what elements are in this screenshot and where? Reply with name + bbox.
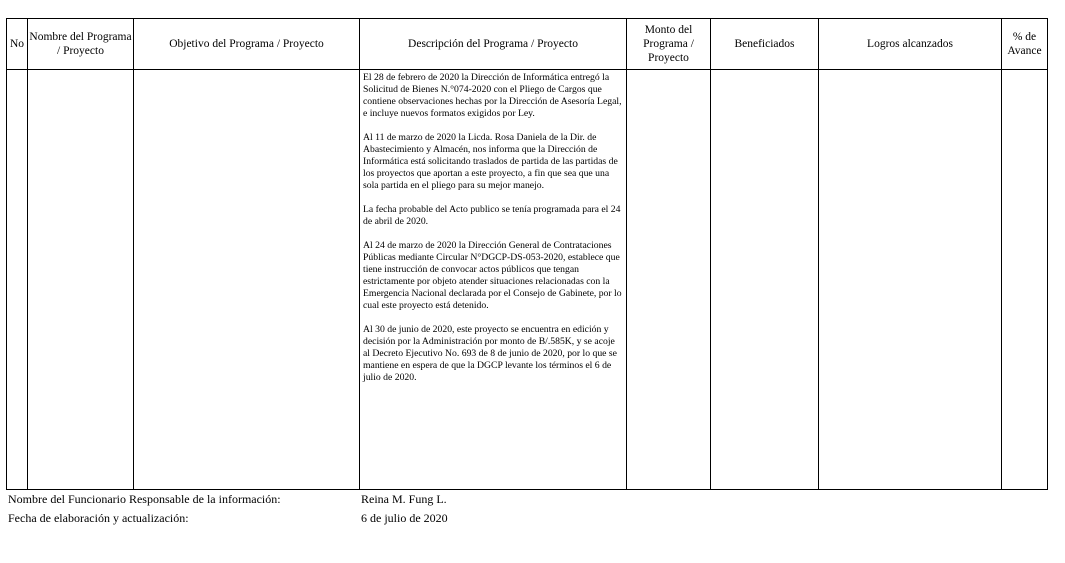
cell-descripcion [360,70,627,490]
cell-beneficiados [711,70,819,490]
responsable-label: Nombre del Funcionario Responsable de la información: [8,492,281,506]
header-beneficiados: Beneficiados [711,19,819,70]
cell-nombre [28,70,134,490]
responsable-value: Reina M. Fung L. [361,492,447,506]
cell-no [7,70,28,490]
fecha-value: 6 de julio de 2020 [361,511,448,525]
header-monto: Monto del Programa / Proyecto [627,19,711,70]
cell-objetivo [134,70,360,490]
description-paragraph: El 28 de febrero de 2020 la Dirección de Informática entregó la Solicitud de Bienes N.°074-2020 con el Pliego de Cargos que contiene observaciones hechas por la Dirección de Asesoría Legal, e incluye nuevos formatos exigidos por Ley. [363,72,622,119]
program-table [6,18,1048,490]
table-row [7,70,1048,490]
description-paragraph: La fecha probable del Acto publico se tenía programada para el 24 de abril de 2020. [363,204,621,227]
cell-logros [819,70,1002,490]
description-paragraph: Al 24 de marzo de 2020 la Dirección General de Contrataciones Públicas mediante Circular N°DGCP-DS-053-2020, establece que tiene instrucción de convocar actos públicos que tengan estrictamente por objeto atender situaciones relacionadas con la Emergencia Nacional declarada por el Consejo de Gabinete, por lo cual este proyecto está detenido. [363,240,622,311]
header-objetivo: Objetivo del Programa / Proyecto [134,19,360,70]
description-paragraph: Al 30 de junio de 2020, este proyecto se encuentra en edición y decisión por la Administración por monto de B/.585K, y se acoje al Decreto Ejecutivo No. 693 de 8 de junio de 2020, por lo que se mantiene en espera de que la DGCP levante los términos el 6 de julio de 2020. [363,324,617,383]
description-paragraph: Al 11 de marzo de 2020 la Licda. Rosa Daniela de la Dir. de Abastecimiento y Almacén, nos informa que la Dirección de Informática está solicitando traslados de partida de las partidas de los proyectos que aportan a este proyecto, a fin que sea que una sola partida en el pliego para su mejor manejo. [363,132,618,191]
header-row [7,19,1048,70]
fecha-label: Fecha de elaboración y actualización: [8,511,189,525]
cell-monto [627,70,711,490]
header-nombre: Nombre del Programa / Proyecto [28,19,134,70]
header-no: No [7,19,28,70]
cell-avance [1002,70,1048,490]
header-logros: Logros alcanzados [819,19,1002,70]
header-avance: % de Avance [1002,19,1048,70]
header-descripcion: Descripción del Programa / Proyecto [360,19,627,70]
